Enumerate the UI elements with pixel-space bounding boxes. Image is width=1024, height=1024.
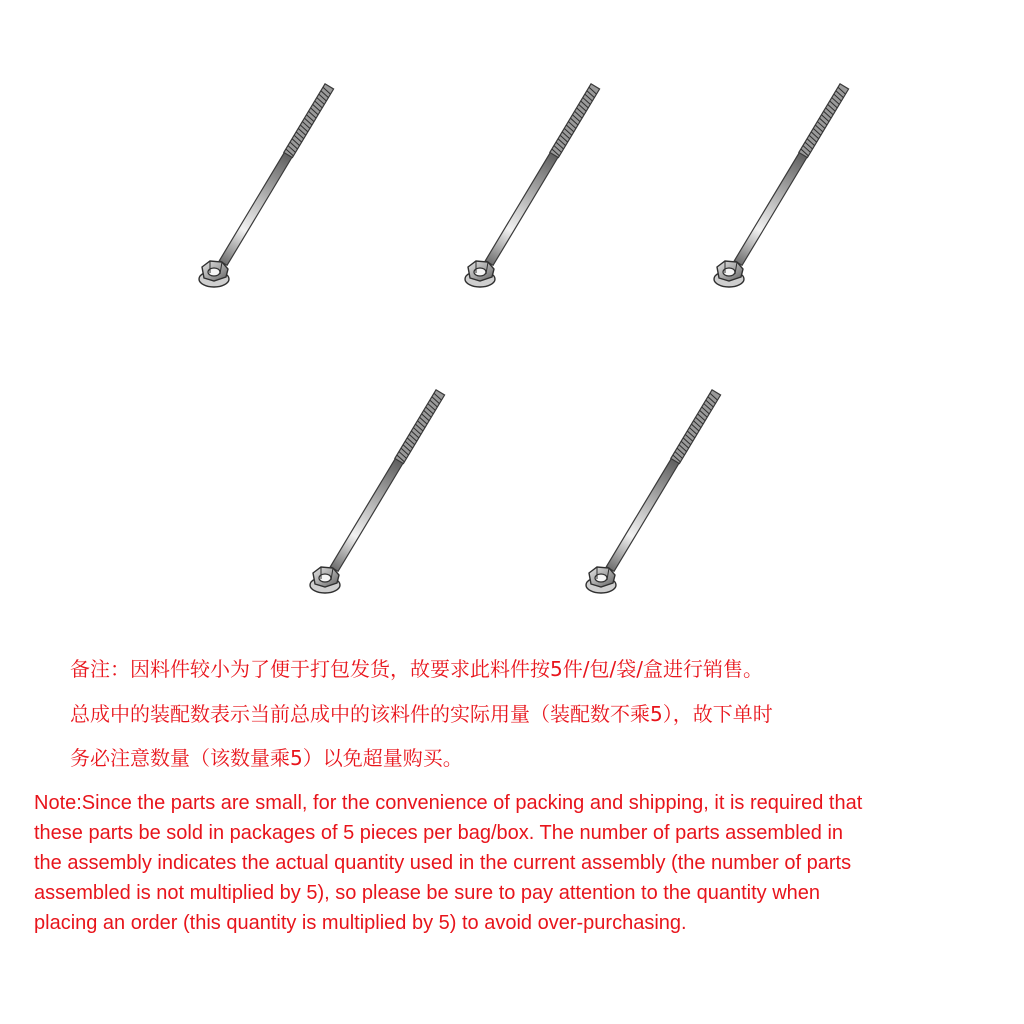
bolt-icon (186, 70, 346, 310)
bolt-icon (573, 376, 733, 616)
note-cn-line: 总成中的装配数表示当前总成中的该料件的实际用量（装配数不乘5），故下单时 (70, 702, 773, 726)
note-en-line: placing an order (this quantity is multiplied by 5) to avoid over-purchasing. (34, 912, 687, 934)
bolt-icon (701, 70, 861, 310)
bolt-icon (452, 70, 612, 310)
note-cn-line: 务必注意数量（该数量乘5）以免超量购买。 (70, 746, 463, 770)
bolt-icon (297, 376, 457, 616)
note-en-line: Note:Since the parts are small, for the convenience of packing and shipping, it is required that (34, 792, 863, 814)
note-en-line: the assembly indicates the actual quantity used in the current assembly (the number of parts (34, 852, 852, 874)
note-cn-line: 备注：因料件较小为了便于打包发货，故要求此料件按5件/包/袋/盒进行销售。 (70, 657, 763, 681)
note-en-line: these parts be sold in packages of 5 pieces per bag/box. The number of parts assembled in (34, 822, 844, 844)
note-en-line: assembled is not multiplied by 5), so please be sure to pay attention to the quantity when (34, 882, 821, 904)
